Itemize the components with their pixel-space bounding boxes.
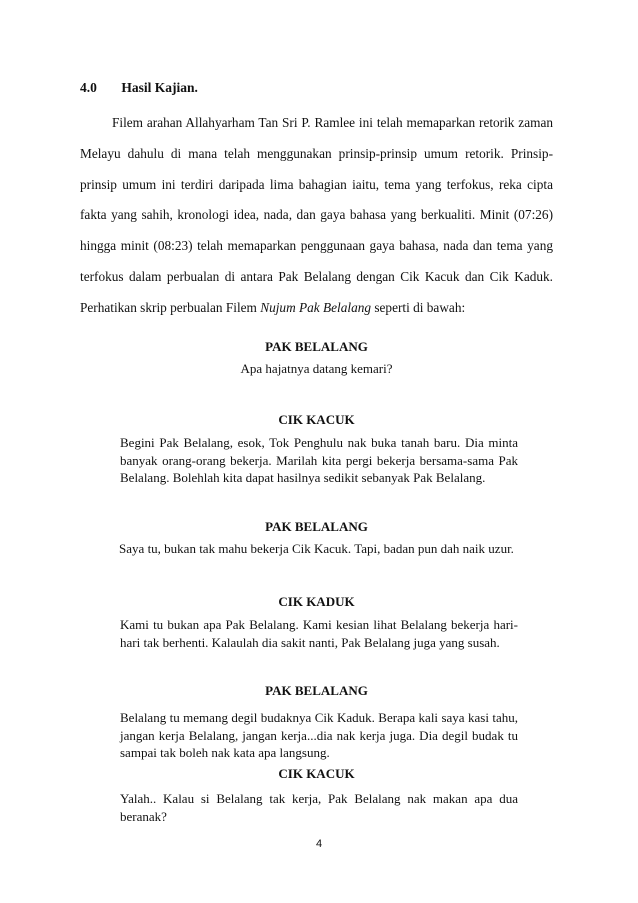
speaker-name: CIK KACUK [278,412,355,427]
dialogue-line: Belalang tu memang degil budaknya Cik Kaduk. Berapa kali saya kasi tahu, jangan kerja Belalang, jangan kerja...dia nak kerja juga. Dia degil budak tu sampai tak boleh nak kata apa langsung. [120,710,518,760]
section-title: Hasil Kajian. [121,80,198,95]
speaker-name: PAK BELALANG [265,683,368,698]
dialogue-line: Begini Pak Belalang, esok, Tok Penghulu nak buka tanah baru. Dia minta banyak orang-orang bekerja. Marilah kita pergi bekerja bersama-sama Pak Belalang. Bolehlah kita dapat hasilnya sedikit sebanyak Pak Belalang. [120,435,518,485]
speaker-name: CIK KADUK [278,594,355,609]
section-number: 4.0 [80,80,97,95]
speaker-name: CIK KACUK [278,766,355,781]
intro-text: Filem arahan Allahyarham Tan Sri P. Ramlee ini telah memaparkan retorik zaman Melayu dahulu di mana telah menggunakan prinsip-prinsip umum retorik. Prinsip-prinsip umum ini terdiri daripada lima bahagian iaitu, tema yang terfokus, reka cipta fakta yang sahih, kronologi idea, nada, dan gaya bahasa yang berkualiti. Minit (07:26) hingga minit (08:23) telah memaparkan penggunaan gaya bahasa, nada dan tema yang terfokus dalam perbualan di antara Pak Belalang dengan Cik Kacuk dan Cik Kaduk. Perhatikan skrip perbualan Filem [80,115,553,315]
speaker-name: PAK BELALANG [265,519,368,534]
speaker-name: PAK BELALANG [265,339,368,354]
dialogue-line: Saya tu, bukan tak mahu bekerja Cik Kacuk. Tapi, badan pun dah naik uzur. [119,541,514,556]
page-number: 4 [315,838,323,850]
dialogue-line: Kami tu bukan apa Pak Belalang. Kami kesian lihat Belalang bekerja hari-hari tak berhenti. Kalaulah dia sakit nanti, Pak Belalang juga yang susah. [120,617,518,650]
film-title: Nujum Pak Belalang [260,299,372,315]
intro-paragraph [80,108,553,324]
dialogue-line: Apa hajatnya datang kemari? [240,361,393,376]
section-heading [80,80,198,96]
dialogue-line: Yalah.. Kalau si Belalang tak kerja, Pak Belalang nak makan apa dua beranak? [120,791,518,824]
intro-text-end: seperti di bawah: [374,299,466,315]
